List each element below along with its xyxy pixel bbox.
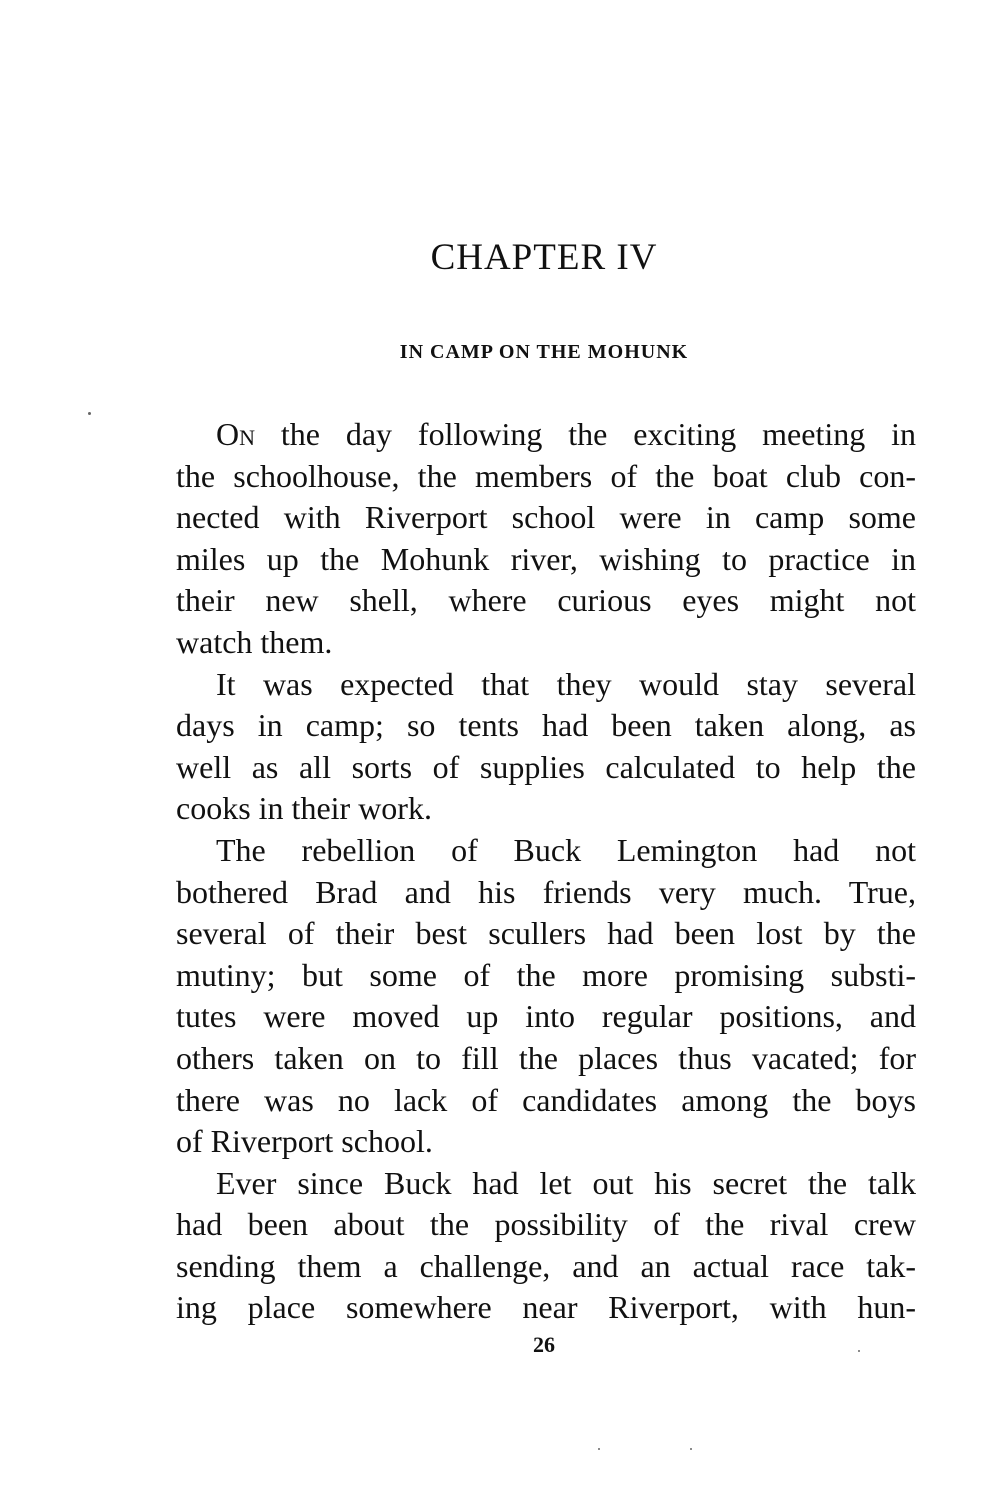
body-line: others taken on to fill the places thus vacated; for [176,1039,916,1076]
chapter-number: CHAPTER IV [430,237,658,278]
body-line: The rebellion of Buck Lemington had not [216,831,916,868]
body-line: several of their best scullers had been lost by the [176,915,916,952]
body-line: mutiny; but some of the more promising substi- [176,956,916,993]
body-line: It was expected that they would stay several [216,665,916,702]
body-line: nected with Riverport school were in camp some [176,499,916,536]
scan-speck [858,1350,860,1352]
scan-speck [88,412,91,415]
body-line: had been about the possibility of the rival crew [176,1206,916,1243]
chapter-title: IN CAMP ON THE MOHUNK [399,341,689,363]
body-line: Ever since Buck had let out his secret the talk [216,1164,916,1201]
body-line: tutes were moved up into regular positions, and [176,998,916,1035]
body-line: their new shell, where curious eyes might not [176,582,916,619]
body-line: ing place somewhere near Riverport, with hun- [176,1289,916,1326]
body-line: the schoolhouse, the members of the boat club con- [176,457,916,494]
body-line: sending them a challenge, and an actual race tak- [176,1247,916,1284]
paragraph-lead-word: On [216,416,255,452]
scan-speck [598,1448,600,1450]
body-line: watch them. [176,623,333,660]
body-line: miles up the Mohunk river, wishing to practice in [176,540,916,577]
chapter-body [176,414,916,1329]
body-line-text: the day following the exciting meeting in [280,416,916,452]
body-line: bothered Brad and his friends very much. True, [176,873,916,910]
scan-speck [690,1448,692,1450]
body-line [176,414,916,456]
body-line: of Riverport school. [176,1123,433,1160]
page-number: 26 [533,1332,555,1357]
body-line: cooks in their work. [176,790,432,827]
body-line: well as all sorts of supplies calculated to help the [176,748,916,785]
body-line: days in camp; so tents had been taken along, as [176,707,916,744]
body-line: there was no lack of candidates among the boys [176,1081,916,1118]
